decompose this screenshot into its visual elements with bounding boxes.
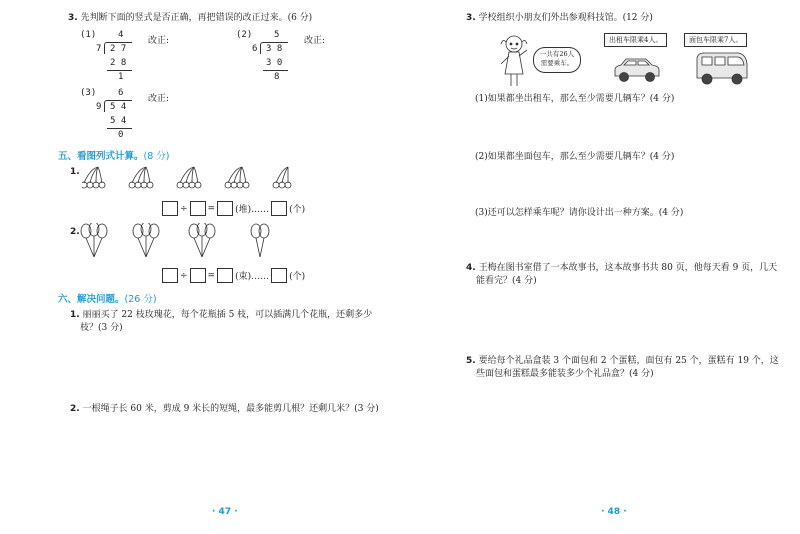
problem-text-line1: 丽丽买了 22 枝玫瑰花，每个花瓶插 5 枝，可以插满几个花瓶，还剩多少 [82,310,373,320]
item-label: (2) [236,30,253,40]
equation-row-1 [162,201,305,216]
item-label: (1) [80,30,97,40]
section-5-heading [58,148,170,162]
answer-box[interactable] [217,268,233,283]
question-number: 3. [466,13,476,23]
answer-box[interactable] [217,201,233,216]
remainder: 0 [118,130,124,140]
taxi-icon [612,56,662,84]
section-points: (26 分) [124,294,157,305]
equals-sign: = [207,203,216,214]
correction-label-3: 改正: [148,94,170,104]
unit-label: (堆)…… [235,205,270,215]
question-number: 3. [68,13,78,23]
question-text-line2: 能看完？(4 分) [476,276,537,286]
left-q3-heading [68,12,312,25]
bubble-line1: 一共有26人 [539,50,575,58]
girl-illustration [497,32,531,88]
divisor: 9 [96,102,102,112]
remainder: 1 [118,72,124,82]
dividend: 2 7 [110,44,127,54]
question-text-line1: 王梅在图书室借了一本故事书，这本故事书共 80 页，他每天看 9 页，几天 [478,263,778,273]
balloon-bunches-image [80,223,280,261]
problem-number: 1. [70,310,80,320]
problem-text-line2: 枝？(3 分) [80,323,123,333]
equals-sign: = [207,270,216,281]
section-points: (8 分) [143,151,170,162]
answer-box[interactable] [190,201,206,216]
question-number: 4. [466,263,476,273]
section-6-heading [58,291,157,305]
question-text: 学校组织小朋友们外出参观科技馆。(12 分) [478,13,653,23]
item-label: (3) [80,88,97,98]
remainder: 8 [274,72,280,82]
section-title: 五、看图列式计算。 [58,151,144,162]
page-number-left: · 47 · [212,507,238,517]
right-q4 [466,262,796,288]
cherry-clusters-image [82,165,302,191]
question-text-line2: 些面包和蛋糕最多能装多少个礼品盒？(4 分) [476,369,654,379]
question-text: 先判断下面的竖式是否正确，再把错误的改正过来。(6 分) [80,13,313,23]
answer-box[interactable] [271,268,287,283]
dividend: 5 4 [110,102,127,112]
problem-1 [70,309,400,335]
question-text-line1: 要给每个礼品盒装 3 个面包和 2 个蛋糕，面包有 25 个，蛋糕有 19 个，这 [478,356,779,366]
speech-bubble [533,47,581,73]
answer-box[interactable] [190,268,206,283]
bubble-line2: 需要乘车。 [540,59,574,67]
sub-question-2: (2)如果都坐面包车，那么至少需要几辆车？(4 分) [475,152,675,162]
correction-label-2: 改正: [304,36,326,46]
long-division-3 [80,88,140,148]
unit-label: (个) [289,205,306,215]
divisor: 7 [96,44,102,54]
divide-sign: ÷ [180,203,188,214]
picture-question-2-number: 2. [70,227,80,237]
sub-question-1: (1)如果都坐出租车，那么至少需要几辆车？(4 分) [475,94,675,104]
long-division-1 [80,30,140,90]
problem-number: 2. [70,404,80,414]
product: 3 0 [266,58,283,68]
answer-box[interactable] [271,201,287,216]
quotient: 6 [118,88,124,98]
taxi-sign: 出租车限乘4人。 [604,33,667,47]
sub-question-3: (3)还可以怎样乘车呢？请你设计出一种方案。(4 分) [475,208,684,218]
page-number-right: · 48 · [601,507,627,517]
unit-label: (个) [289,272,306,282]
problem-text: 一根绳子长 60 米，剪成 9 米长的短绳，最多能剪几根？还剩几米？(3 分) [82,404,379,414]
quotient: 5 [274,30,280,40]
answer-box[interactable] [162,201,178,216]
dividend: 3 8 [266,44,283,54]
divide-sign: ÷ [180,270,188,281]
product: 5 4 [110,116,127,126]
right-q5 [466,355,796,381]
correction-label-1: 改正: [148,36,170,46]
product: 2 8 [110,58,127,68]
answer-box[interactable] [162,268,178,283]
van-icon [694,50,750,86]
unit-label: (束)…… [235,272,270,282]
section-title: 六、解决问题。 [58,294,125,305]
long-division-2 [236,30,296,90]
van-sign: 面包车限乘7人。 [684,33,747,47]
right-q3-heading [466,12,653,25]
question-number: 5. [466,356,476,366]
quotient: 4 [118,30,124,40]
picture-question-1-number: 1. [70,167,80,177]
divisor: 6 [252,44,258,54]
problem-2 [70,403,400,416]
equation-row-2 [162,268,305,283]
